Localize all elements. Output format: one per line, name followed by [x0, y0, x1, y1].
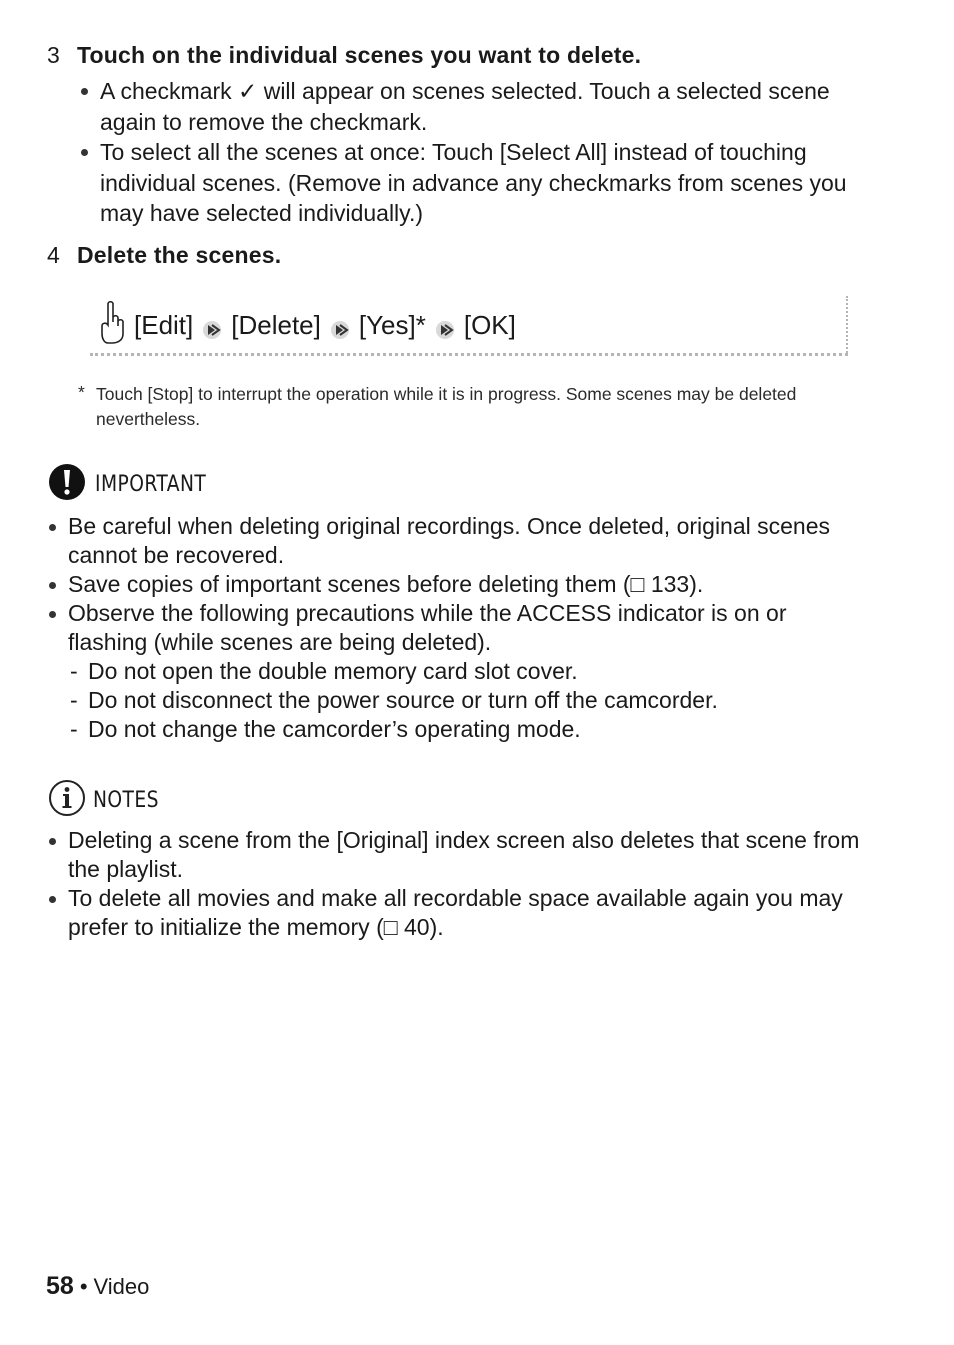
- footer-separator: •: [79, 1274, 88, 1299]
- step-title: Touch on the individual scenes you want to delete.: [77, 42, 642, 68]
- section-name: Video: [93, 1274, 150, 1299]
- step-4-heading: [47, 242, 281, 269]
- notes-list: [46, 826, 861, 942]
- dash-item: - Do not open the double memory card slot cover.: [68, 657, 856, 686]
- footnote-text: Touch [Stop] to interrupt the operation while it is in progress. Some scenes may be deleted nevertheless.: [96, 384, 797, 429]
- operation-item-edit: [Edit]: [134, 310, 194, 340]
- notes-header: [47, 778, 171, 823]
- list-item: Deleting a scene from the [Original] index screen also deletes that scene from the playlist.: [46, 826, 861, 884]
- step-number: 4: [47, 242, 60, 268]
- touch-hand-icon: [100, 300, 126, 351]
- footnote: [78, 382, 853, 432]
- important-header: [47, 462, 226, 507]
- list-item: Save copies of important scenes before deleting them (□ 133).: [46, 570, 856, 599]
- operation-item-yes: [Yes]*: [358, 310, 426, 340]
- arrow-right-icon: [201, 316, 223, 336]
- bullet-item: A checkmark ✓ will appear on scenes selected. Touch a selected scene again to remove the checkmark.: [78, 76, 848, 137]
- operation-item-delete: [Delete]: [231, 310, 321, 340]
- list-item: Be careful when deleting original recordings. Once deleted, original scenes cannot be recovered.: [46, 512, 856, 570]
- arrow-right-icon: [434, 316, 456, 336]
- step-3-heading: [47, 42, 641, 69]
- dash-item: - Do not disconnect the power source or turn off the camcorder.: [68, 686, 856, 715]
- step-number: 3: [47, 42, 60, 68]
- notes-title: NOTES: [93, 788, 159, 813]
- footnote-mark: *: [78, 382, 85, 402]
- info-icon: [47, 778, 87, 823]
- page-footer: [46, 1272, 149, 1301]
- precautions-list: [46, 657, 856, 744]
- dash-item: - Do not change the camcorder’s operating mode.: [68, 715, 856, 744]
- step-3-bullets: [78, 76, 848, 229]
- important-icon: [47, 462, 87, 507]
- operation-sequence: [100, 300, 516, 351]
- list-item: To delete all movies and make all recordable space available again you may prefer to initialize the memory (□ 40).: [46, 884, 861, 942]
- step-title: Delete the scenes.: [77, 242, 282, 268]
- bullet-item: To select all the scenes at once: Touch [Select All] instead of touching individual scenes. (Remove in advance any checkmarks from scenes you may have selected individually.): [78, 137, 848, 229]
- operation-item-ok: [OK]: [463, 310, 516, 340]
- important-title: IMPORTANT: [95, 472, 207, 497]
- arrow-right-icon: [329, 316, 351, 336]
- page-number: 58: [46, 1272, 74, 1300]
- important-list: [46, 512, 856, 744]
- list-item: Observe the following precautions while the ACCESS indicator is on or flashing (while scenes are being deleted).: [46, 599, 856, 657]
